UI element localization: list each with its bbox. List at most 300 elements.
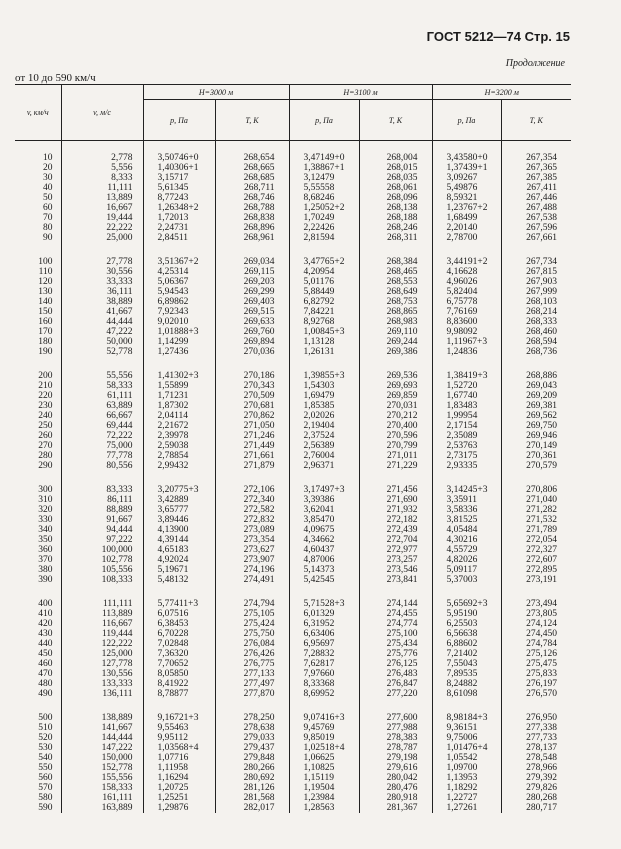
cell-pressure-3200: 1,38419+3 [432,371,501,381]
cell-speed-kmh: 480 [38,679,53,689]
cell-speed-kmh: 20 [43,163,53,173]
cell-temp-3200: 268,886 [501,371,571,381]
cell-temp-3200: 267,385 [501,173,571,183]
cell-temp-3000: 268,746 [215,193,289,203]
cell-pressure-3000: 8,05850 [143,669,215,679]
table-row [15,803,571,813]
cell-temp-3000: 269,403 [215,297,289,307]
cell-speed-kmh: 190 [38,347,53,357]
cell-speed-kmh: 120 [38,277,53,287]
cell-pressure-3100: 2,02026 [289,411,359,421]
cell-speed-ms: 58,333 [61,381,143,391]
cell-speed-ms: 8,333 [61,173,143,183]
table-row [15,763,571,773]
cell-pressure-3000: 9,95112 [143,733,215,743]
cell-speed-kmh: 50 [43,193,53,203]
table-row [15,347,571,357]
cell-temp-3100: 272,439 [359,525,432,535]
cell-speed-kmh: 590 [38,803,53,813]
cell-pressure-3200: 4,55729 [432,545,501,555]
cell-pressure-3200: 1,83483 [432,401,501,411]
cell-pressure-3100: 7,84221 [289,307,359,317]
cell-temp-3200: 275,475 [501,659,571,669]
cell-pressure-3100: 1,38867+1 [289,163,359,173]
cell-pressure-3200: 3,81525 [432,515,501,525]
cell-pressure-3200: 1,37439+1 [432,163,501,173]
cell-pressure-3100: 7,62817 [289,659,359,669]
cell-speed-ms: 97,222 [61,535,143,545]
spacer-cell [215,471,289,485]
cell-speed-kmh: 430 [38,629,53,639]
cell-temp-3000: 269,115 [215,267,289,277]
cell-pressure-3000: 3,50746+0 [143,141,215,164]
cell-pressure-3200: 1,18292 [432,783,501,793]
table-body [15,141,571,814]
cell-temp-3100: 272,182 [359,515,432,525]
cell-temp-3100: 268,015 [359,163,432,173]
cell-pressure-3200: 5,65692+3 [432,599,501,609]
cell-speed-ms: 91,667 [61,515,143,525]
cell-pressure-3200: 1,13953 [432,773,501,783]
cell-speed-ms: 130,556 [61,669,143,679]
cell-temp-3100: 275,100 [359,629,432,639]
cell-pressure-3000: 8,41922 [143,679,215,689]
cell-temp-3100: 279,198 [359,753,432,763]
cell-speed-kmh: 30 [43,173,53,183]
table-row [15,555,571,565]
cell-pressure-3100: 5,01176 [289,277,359,287]
cell-temp-3200: 280,717 [501,803,571,813]
cell-pressure-3100: 1,23984 [289,793,359,803]
cell-pressure-3200: 2,73175 [432,451,501,461]
table-row [15,381,571,391]
cell-temp-3200: 267,903 [501,277,571,287]
cell-pressure-3200: 9,75006 [432,733,501,743]
cell-pressure-3200: 6,56638 [432,629,501,639]
table-row [15,599,571,609]
spacer-cell [501,357,571,371]
cell-pressure-3100: 2,76004 [289,451,359,461]
cell-pressure-3100: 8,33368 [289,679,359,689]
cell-pressure-3200: 1,05542 [432,753,501,763]
cell-temp-3000: 269,633 [215,317,289,327]
cell-temp-3000: 277,133 [215,669,289,679]
cell-pressure-3000: 6,07516 [143,609,215,619]
cell-speed-ms: 66,667 [61,411,143,421]
table-row [15,659,571,669]
cell-temp-3000: 275,424 [215,619,289,629]
cell-temp-3200: 274,450 [501,629,571,639]
cell-speed-kmh: 170 [38,327,53,337]
cell-temp-3000: 273,089 [215,525,289,535]
spacer-cell [61,585,143,599]
cell-temp-3200: 267,999 [501,287,571,297]
cell-pressure-3200: 3,43580+0 [432,141,501,164]
cell-pressure-3200: 7,21402 [432,649,501,659]
cell-temp-3000: 280,692 [215,773,289,783]
cell-temp-3000: 279,437 [215,743,289,753]
cell-speed-kmh: 270 [38,441,53,451]
table-row [15,639,571,649]
col-header-temperature: T, К [501,100,571,141]
spacer-cell [359,585,432,599]
cell-temp-3100: 269,536 [359,371,432,381]
cell-temp-3000: 269,299 [215,287,289,297]
cell-pressure-3100: 1,85385 [289,401,359,411]
cell-temp-3200: 269,043 [501,381,571,391]
cell-pressure-3100: 7,97660 [289,669,359,679]
cell-speed-ms: 33,333 [61,277,143,287]
cell-pressure-3100: 9,85019 [289,733,359,743]
cell-temp-3100: 268,465 [359,267,432,277]
cell-temp-3000: 274,196 [215,565,289,575]
cell-pressure-3100: 4,87006 [289,555,359,565]
cell-speed-ms: 163,889 [61,803,143,813]
cell-pressure-3200: 1,22727 [432,793,501,803]
table-row [15,391,571,401]
spacer-cell [432,357,501,371]
cell-speed-kmh: 520 [38,733,53,743]
cell-pressure-3000: 1,03568+4 [143,743,215,753]
cell-pressure-3200: 4,96026 [432,277,501,287]
cell-pressure-3200: 5,82404 [432,287,501,297]
spacer-cell [359,357,432,371]
cell-speed-ms: 80,556 [61,461,143,471]
standard-number: ГОСТ 5212—74 [426,29,521,44]
cell-pressure-3000: 4,25314 [143,267,215,277]
table-row [15,287,571,297]
spacer-cell [289,699,359,713]
cell-speed-kmh: 400 [38,599,53,609]
cell-temp-3100: 274,774 [359,619,432,629]
cell-pressure-3200: 2,93335 [432,461,501,471]
cell-temp-3000: 276,775 [215,659,289,669]
cell-temp-3000: 270,862 [215,411,289,421]
cell-temp-3100: 268,188 [359,213,432,223]
group-header-3100: H=3100 м [289,85,432,100]
cell-pressure-3000: 1,40306+1 [143,163,215,173]
cell-temp-3100: 271,690 [359,495,432,505]
cell-pressure-3200: 5,49876 [432,183,501,193]
cell-pressure-3000: 1,16294 [143,773,215,783]
cell-pressure-3100: 9,45769 [289,723,359,733]
cell-pressure-3000: 1,55899 [143,381,215,391]
cell-speed-ms: 16,667 [61,203,143,213]
cell-speed-ms: 13,889 [61,193,143,203]
cell-pressure-3100: 5,55558 [289,183,359,193]
cell-pressure-3000: 1,14299 [143,337,215,347]
cell-pressure-3100: 6,82792 [289,297,359,307]
cell-speed-ms: 52,778 [61,347,143,357]
cell-speed-kmh: 490 [38,689,53,699]
page-header [400,29,570,44]
cell-speed-ms: 158,333 [61,783,143,793]
cell-pressure-3100: 6,01329 [289,609,359,619]
cell-pressure-3200: 1,68499 [432,213,501,223]
cell-temp-3100: 268,983 [359,317,432,327]
cell-pressure-3200: 5,95190 [432,609,501,619]
cell-temp-3000: 280,266 [215,763,289,773]
cell-pressure-3000: 7,92343 [143,307,215,317]
col-header-temperature: T, К [215,100,289,141]
col-header-v-ms: v, м/с [61,85,143,141]
cell-pressure-3200: 3,14245+3 [432,485,501,495]
group-spacer [15,699,571,713]
col-header-pressure: p, Па [289,100,359,141]
cell-pressure-3000: 6,70228 [143,629,215,639]
cell-temp-3100: 280,476 [359,783,432,793]
spacer-cell [432,585,501,599]
spacer-cell [501,471,571,485]
cell-pressure-3000: 3,15717 [143,173,215,183]
cell-speed-kmh: 330 [38,515,53,525]
cell-pressure-3200: 8,83600 [432,317,501,327]
cell-pressure-3000: 3,65777 [143,505,215,515]
cell-speed-ms: 27,778 [61,257,143,267]
cell-pressure-3200: 2,20140 [432,223,501,233]
table-row [15,203,571,213]
cell-temp-3000: 275,105 [215,609,289,619]
cell-pressure-3100: 1,06625 [289,753,359,763]
cell-pressure-3100: 1,10825 [289,763,359,773]
cell-speed-ms: 83,333 [61,485,143,495]
cell-speed-ms: 44,444 [61,317,143,327]
cell-temp-3100: 273,546 [359,565,432,575]
cell-temp-3200: 270,361 [501,451,571,461]
cell-temp-3200: 267,488 [501,203,571,213]
cell-speed-ms: 69,444 [61,421,143,431]
col-header-temperature: T, К [359,100,432,141]
cell-speed-ms: 119,444 [61,629,143,639]
cell-temp-3000: 269,760 [215,327,289,337]
cell-pressure-3100: 5,88449 [289,287,359,297]
cell-temp-3000: 268,654 [215,141,289,164]
cell-temp-3200: 270,149 [501,441,571,451]
cell-temp-3200: 269,562 [501,411,571,421]
cell-temp-3200: 279,826 [501,783,571,793]
cell-speed-kmh: 40 [43,183,53,193]
cell-speed-ms: 138,889 [61,713,143,723]
cell-pressure-3200: 8,61098 [432,689,501,699]
cell-pressure-3100: 1,19504 [289,783,359,793]
cell-speed-ms: 63,889 [61,401,143,411]
cell-temp-3100: 274,144 [359,599,432,609]
cell-speed-ms: 113,889 [61,609,143,619]
cell-pressure-3200: 5,37003 [432,575,501,585]
cell-pressure-3100: 1,70249 [289,213,359,223]
cell-pressure-3200: 8,98184+3 [432,713,501,723]
cell-speed-kmh: 130 [38,287,53,297]
cell-speed-kmh: 320 [38,505,53,515]
table-row [15,713,571,723]
cell-pressure-3000: 2,21672 [143,421,215,431]
cell-temp-3100: 270,799 [359,441,432,451]
table-row [15,371,571,381]
cell-pressure-3000: 1,72013 [143,213,215,223]
cell-speed-kmh: 360 [38,545,53,555]
cell-temp-3200: 268,214 [501,307,571,317]
atmosphere-table-wrap [15,84,571,813]
cell-temp-3100: 269,244 [359,337,432,347]
cell-speed-ms: 100,000 [61,545,143,555]
cell-pressure-3100: 2,37524 [289,431,359,441]
table-row [15,451,571,461]
table-row [15,515,571,525]
cell-pressure-3000: 5,48132 [143,575,215,585]
cell-pressure-3000: 1,20725 [143,783,215,793]
cell-pressure-3000: 7,70652 [143,659,215,669]
page-number: Стр. 15 [524,29,570,44]
cell-pressure-3000: 2,84511 [143,233,215,243]
cell-pressure-3100: 2,81594 [289,233,359,243]
cell-speed-kmh: 100 [38,257,53,267]
cell-temp-3000: 279,033 [215,733,289,743]
cell-pressure-3200: 2,78700 [432,233,501,243]
cell-pressure-3200: 8,59321 [432,193,501,203]
cell-speed-kmh: 370 [38,555,53,565]
cell-temp-3100: 268,649 [359,287,432,297]
cell-temp-3000: 282,017 [215,803,289,813]
cell-temp-3200: 276,197 [501,679,571,689]
cell-pressure-3100: 2,56389 [289,441,359,451]
table-row [15,411,571,421]
group-header-3000: H=3000 м [143,85,289,100]
table-row [15,773,571,783]
group-spacer [15,357,571,371]
table-row [15,783,571,793]
cell-speed-ms: 19,444 [61,213,143,223]
cell-temp-3200: 267,365 [501,163,571,173]
cell-pressure-3000: 1,11958 [143,763,215,773]
cell-temp-3200: 267,815 [501,267,571,277]
cell-speed-ms: 61,111 [61,391,143,401]
cell-temp-3200: 278,966 [501,763,571,773]
cell-speed-kmh: 470 [38,669,53,679]
cell-speed-ms: 105,556 [61,565,143,575]
cell-temp-3100: 268,004 [359,141,432,164]
cell-pressure-3200: 3,35911 [432,495,501,505]
cell-speed-ms: 36,111 [61,287,143,297]
spacer-cell [15,471,61,485]
cell-pressure-3000: 6,38453 [143,619,215,629]
cell-temp-3200: 273,494 [501,599,571,609]
table-row [15,441,571,451]
cell-temp-3200: 276,570 [501,689,571,699]
cell-temp-3100: 274,455 [359,609,432,619]
cell-temp-3000: 272,832 [215,515,289,525]
spacer-cell [143,699,215,713]
cell-temp-3100: 268,865 [359,307,432,317]
cell-temp-3200: 269,750 [501,421,571,431]
spacer-cell [501,243,571,257]
spacer-cell [215,357,289,371]
cell-temp-3200: 268,736 [501,347,571,357]
spacer-cell [432,471,501,485]
cell-pressure-3200: 4,30216 [432,535,501,545]
cell-pressure-3100: 1,69479 [289,391,359,401]
table-row [15,277,571,287]
cell-temp-3200: 267,354 [501,141,571,164]
cell-pressure-3000: 4,92024 [143,555,215,565]
cell-pressure-3100: 3,12479 [289,173,359,183]
cell-temp-3000: 278,250 [215,713,289,723]
cell-pressure-3000: 9,02010 [143,317,215,327]
cell-pressure-3200: 4,82026 [432,555,501,565]
table-row [15,535,571,545]
cell-speed-ms: 150,000 [61,753,143,763]
cell-speed-ms: 11,111 [61,183,143,193]
cell-temp-3200: 267,596 [501,223,571,233]
cell-speed-kmh: 230 [38,401,53,411]
cell-temp-3000: 272,582 [215,505,289,515]
table-row [15,233,571,243]
cell-temp-3100: 271,011 [359,451,432,461]
cell-temp-3000: 273,907 [215,555,289,565]
cell-speed-ms: 2,778 [61,141,143,164]
cell-temp-3000: 276,426 [215,649,289,659]
cell-speed-kmh: 60 [43,203,53,213]
cell-speed-kmh: 380 [38,565,53,575]
cell-pressure-3100: 9,07416+3 [289,713,359,723]
cell-speed-kmh: 90 [43,233,53,243]
spacer-cell [432,699,501,713]
group-spacer [15,585,571,599]
table-row [15,223,571,233]
spacer-cell [15,243,61,257]
table-row [15,793,571,803]
cell-temp-3200: 273,191 [501,575,571,585]
cell-temp-3200: 267,411 [501,183,571,193]
cell-pressure-3000: 4,39144 [143,535,215,545]
cell-pressure-3100: 3,47765+2 [289,257,359,267]
cell-temp-3100: 271,456 [359,485,432,495]
cell-temp-3200: 272,607 [501,555,571,565]
cell-speed-kmh: 180 [38,337,53,347]
cell-pressure-3100: 1,28563 [289,803,359,813]
spacer-cell [289,471,359,485]
cell-temp-3000: 270,186 [215,371,289,381]
cell-temp-3200: 271,282 [501,505,571,515]
cell-temp-3000: 271,449 [215,441,289,451]
cell-temp-3200: 275,126 [501,649,571,659]
cell-temp-3200: 272,895 [501,565,571,575]
cell-temp-3100: 269,386 [359,347,432,357]
cell-speed-ms: 152,778 [61,763,143,773]
col-header-pressure: p, Па [432,100,501,141]
cell-speed-ms: 94,444 [61,525,143,535]
cell-pressure-3000: 5,61345 [143,183,215,193]
spacer-cell [61,357,143,371]
table-row [15,689,571,699]
cell-pressure-3200: 7,55043 [432,659,501,669]
cell-pressure-3000: 2,39978 [143,431,215,441]
spacer-cell [359,471,432,485]
cell-pressure-3000: 2,99432 [143,461,215,471]
spacer-cell [215,585,289,599]
cell-speed-kmh: 350 [38,535,53,545]
cell-temp-3000: 268,685 [215,173,289,183]
cell-pressure-3200: 7,76169 [432,307,501,317]
cell-temp-3000: 268,838 [215,213,289,223]
cell-speed-kmh: 200 [38,371,53,381]
cell-speed-ms: 47,222 [61,327,143,337]
cell-pressure-3200: 1,24836 [432,347,501,357]
cell-speed-kmh: 290 [38,461,53,471]
cell-temp-3000: 271,246 [215,431,289,441]
cell-temp-3200: 278,137 [501,743,571,753]
cell-temp-3000: 269,515 [215,307,289,317]
cell-temp-3100: 268,384 [359,257,432,267]
